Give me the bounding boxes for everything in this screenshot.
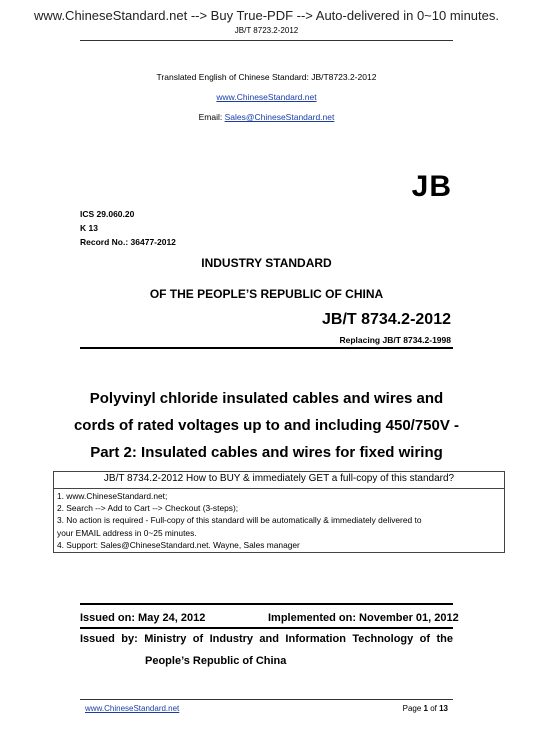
implemented-on: Implemented on: November 01, 2012	[268, 612, 459, 624]
issued-by-line-2: People’s Republic of China	[145, 655, 287, 667]
email-line	[0, 112, 533, 122]
page-current: 1	[423, 704, 428, 713]
title-line-1: Polyvinyl chloride insulated cables and wires and	[89, 390, 444, 407]
buy-info-box	[53, 471, 505, 553]
record-number: Record No.: 36477-2012	[80, 237, 176, 247]
issue-rule-bottom	[80, 627, 453, 629]
page-total: 13	[439, 704, 448, 713]
website-line	[0, 92, 533, 102]
page-number	[403, 704, 448, 713]
issue-rule-top	[80, 603, 453, 605]
standard-rule	[80, 347, 453, 349]
running-head: JB/T 8723.2-2012	[234, 26, 299, 35]
industry-standard-heading: INDUSTRY STANDARD	[201, 256, 332, 270]
buy-box-heading: JB/T 8734.2-2012 How to BUY & immediately GET a full-copy of this standard?	[103, 473, 455, 484]
translation-line: Translated English of Chinese Standard: JB/T8723.2-2012	[156, 72, 377, 82]
buy-step-4: 4. Support: Sales@ChineseStandard.net. Wayne, Sales manager	[57, 539, 300, 550]
issued-by-line-1: Issued by: Ministry of Industry and Information Technology of the	[80, 633, 453, 645]
page-label: Page	[402, 704, 424, 713]
footer-link	[85, 704, 179, 713]
header-rule	[80, 40, 453, 41]
standard-number: JB/T 8734.2-2012	[322, 311, 451, 328]
buy-steps-list	[57, 490, 421, 551]
replacing-standard: Replacing JB/T 8734.2-1998	[339, 335, 451, 345]
top-banner: www.ChineseStandard.net --> Buy True-PDF --> Auto-delivered in 0~10 minutes.	[34, 8, 499, 23]
k-code: K 13	[80, 223, 98, 233]
prc-heading: OF THE PEOPLE’S REPUBLIC OF CHINA	[149, 287, 384, 301]
buy-box-divider	[54, 488, 504, 489]
footer-website-link[interactable]: www.ChineseStandard.net	[85, 704, 180, 713]
buy-step-1[interactable]: 1. www.ChineseStandard.net;	[57, 491, 168, 501]
footer-rule	[80, 699, 453, 700]
email-link[interactable]: Sales@ChineseStandard.net	[224, 112, 335, 122]
jb-mark: JB	[411, 170, 452, 203]
issued-on: Issued on: May 24, 2012	[80, 612, 206, 624]
buy-step-3: 3. No action is required - Full-copy of this standard will be automatically & immediately delivered to	[57, 515, 422, 526]
buy-step-3-continued: your EMAIL address in 0~25 minutes.	[57, 527, 197, 538]
page-of: of	[427, 704, 440, 713]
ics-code: ICS 29.060.20	[80, 209, 135, 219]
website-link[interactable]: www.ChineseStandard.net	[216, 92, 317, 102]
email-label: Email:	[198, 112, 225, 122]
buy-step-2: 2. Search --> Add to Cart --> Checkout (3-steps);	[57, 503, 239, 514]
title-line-3: Part 2: Insulated cables and wires for fixed wiring	[90, 444, 443, 461]
title-line-2: cords of rated voltages up to and including 450/750V -	[73, 417, 460, 434]
